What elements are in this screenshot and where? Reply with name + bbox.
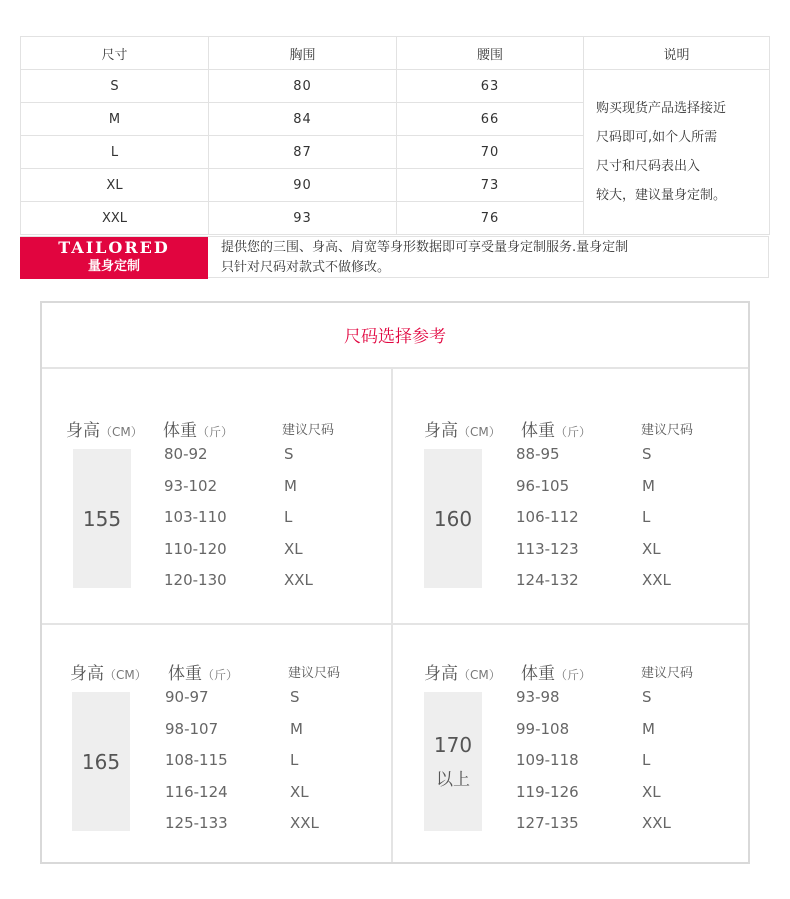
- size-reference-title: 尺码选择参考: [344, 327, 446, 347]
- note-line: 购买现货产品选择接近: [596, 101, 727, 116]
- size-header: 建议尺码: [641, 666, 694, 681]
- weight-range: 116-124: [165, 782, 228, 801]
- cell-size: L: [21, 136, 209, 169]
- height-value-box: [424, 692, 482, 831]
- weight-range: 110-120: [164, 539, 227, 558]
- note-line: 尺寸和尺码表出入: [596, 159, 701, 174]
- height-header: [66, 416, 143, 441]
- cell-waist: 63: [397, 70, 584, 103]
- height-unit: （CM）: [458, 425, 501, 439]
- size-value: XXL: [642, 814, 671, 832]
- height-unit: （CM）: [104, 668, 147, 682]
- height-label: 身高: [424, 421, 458, 441]
- size-table-header-row: [21, 37, 770, 70]
- cell-size: M: [21, 103, 209, 136]
- size-value: M: [284, 476, 297, 495]
- height-header: [424, 659, 501, 684]
- cell-size: S: [21, 70, 209, 103]
- cell-size: XXL: [21, 202, 209, 235]
- weight-range: 125-133: [165, 814, 228, 832]
- weight-range: 98-107: [165, 719, 219, 738]
- weight-list: [516, 444, 579, 602]
- weight-range: 106-112: [516, 508, 579, 526]
- tailored-badge: [20, 237, 208, 279]
- height-value-box: [72, 692, 130, 831]
- size-value: XL: [284, 539, 303, 558]
- height-value: 160: [433, 506, 473, 531]
- height-header: [70, 659, 147, 684]
- size-list: [284, 444, 313, 602]
- cell-waist: 70: [397, 136, 584, 169]
- weight-unit: （斤）: [555, 425, 592, 439]
- weight-range: 80-92: [164, 445, 208, 463]
- weight-range: 96-105: [516, 476, 570, 495]
- size-value: S: [642, 688, 652, 706]
- weight-label: 体重: [168, 664, 202, 684]
- weight-label: 体重: [521, 664, 555, 684]
- cell-bust: 80: [209, 70, 397, 103]
- weight-range: 93-98: [516, 688, 560, 706]
- cell-waist: 73: [397, 169, 584, 202]
- size-value: XL: [290, 782, 309, 801]
- cell-bust: 90: [209, 169, 397, 202]
- size-list: [642, 687, 671, 845]
- height-unit: （CM）: [458, 668, 501, 682]
- cell-size: XL: [21, 169, 209, 202]
- note-line: 尺码即可,如个人所需: [596, 130, 718, 145]
- height-label: 身高: [424, 664, 458, 684]
- note-line: 较大，建议量身定制。: [596, 188, 727, 203]
- height-value: 155: [82, 506, 122, 531]
- weight-header: [521, 659, 591, 684]
- cell-bust: 93: [209, 202, 397, 235]
- tailored-description-line: 提供您的三围、身高、肩宽等身形数据即可享受量身定制服务.量身定制: [221, 240, 629, 255]
- weight-range: 93-102: [164, 476, 218, 495]
- cell-bust: 87: [209, 136, 397, 169]
- header-waist: 腰围: [397, 37, 584, 70]
- weight-range: 99-108: [516, 719, 570, 738]
- height-header: [424, 416, 501, 441]
- weight-range: 119-126: [516, 782, 579, 801]
- weight-unit: （斤）: [202, 668, 239, 682]
- weight-label: 体重: [521, 421, 555, 441]
- weight-range: 109-118: [516, 751, 579, 769]
- weight-range: 127-135: [516, 814, 579, 832]
- size-value: XXL: [290, 814, 319, 832]
- cell-bust: 84: [209, 103, 397, 136]
- size-block-155: [66, 416, 406, 656]
- size-value: L: [642, 508, 651, 526]
- tailored-banner: [20, 236, 769, 278]
- tailored-description: [221, 238, 761, 278]
- weight-range: 120-130: [164, 571, 227, 589]
- size-value: S: [284, 445, 294, 463]
- tailored-badge-subtitle: 量身定制: [87, 259, 140, 274]
- height-unit: （CM）: [100, 425, 143, 439]
- weight-unit: （斤）: [555, 668, 592, 682]
- weight-header: [168, 659, 238, 684]
- weight-list: [516, 687, 579, 845]
- weight-label: 体重: [163, 421, 197, 441]
- size-value: L: [642, 751, 651, 769]
- size-value: M: [642, 719, 655, 738]
- size-block-160: [424, 416, 764, 656]
- weight-range: 90-97: [165, 688, 209, 706]
- size-value: XL: [642, 539, 661, 558]
- size-value: S: [290, 688, 300, 706]
- weight-header: [521, 416, 591, 441]
- height-value-box: [424, 449, 482, 588]
- size-list: [642, 444, 671, 602]
- size-table: [20, 36, 770, 235]
- weight-range: 88-95: [516, 445, 560, 463]
- header-bust: 胸围: [209, 37, 397, 70]
- size-header: 建议尺码: [282, 423, 335, 438]
- size-value: M: [642, 476, 655, 495]
- weight-list: [165, 687, 228, 845]
- height-label: 身高: [70, 664, 104, 684]
- height-value: 170: [433, 733, 473, 757]
- size-value: M: [290, 719, 303, 738]
- size-value: XXL: [284, 571, 313, 589]
- size-value: L: [284, 508, 293, 526]
- height-value-box: [73, 449, 131, 588]
- weight-unit: （斤）: [197, 425, 234, 439]
- cell-waist: 76: [397, 202, 584, 235]
- size-header: 建议尺码: [288, 666, 341, 681]
- weight-range: 113-123: [516, 539, 579, 558]
- size-value: L: [290, 751, 299, 769]
- size-value: S: [642, 445, 652, 463]
- weight-range: 124-132: [516, 571, 579, 589]
- header-note: 说明: [584, 37, 770, 70]
- size-value: XL: [642, 782, 661, 801]
- tailored-badge-title: TAILORED: [58, 238, 170, 257]
- size-header: 建议尺码: [641, 423, 694, 438]
- height-value: 165: [81, 749, 121, 774]
- table-row: [21, 70, 770, 103]
- divider: [42, 367, 748, 369]
- height-value-suffix: 以上: [436, 770, 470, 790]
- cell-waist: 66: [397, 103, 584, 136]
- size-list: [290, 687, 319, 845]
- size-note: [584, 70, 770, 235]
- height-label: 身高: [66, 421, 100, 441]
- weight-list: [164, 444, 227, 602]
- weight-range: 108-115: [165, 751, 228, 769]
- size-block-165: [70, 659, 410, 899]
- weight-header: [163, 416, 233, 441]
- size-block-170: [424, 659, 764, 899]
- tailored-description-line: 只针对尺码对款式不做修改。: [221, 260, 391, 275]
- size-reference-panel: [40, 301, 750, 864]
- weight-range: 103-110: [164, 508, 227, 526]
- size-value: XXL: [642, 571, 671, 589]
- header-size: 尺寸: [21, 37, 209, 70]
